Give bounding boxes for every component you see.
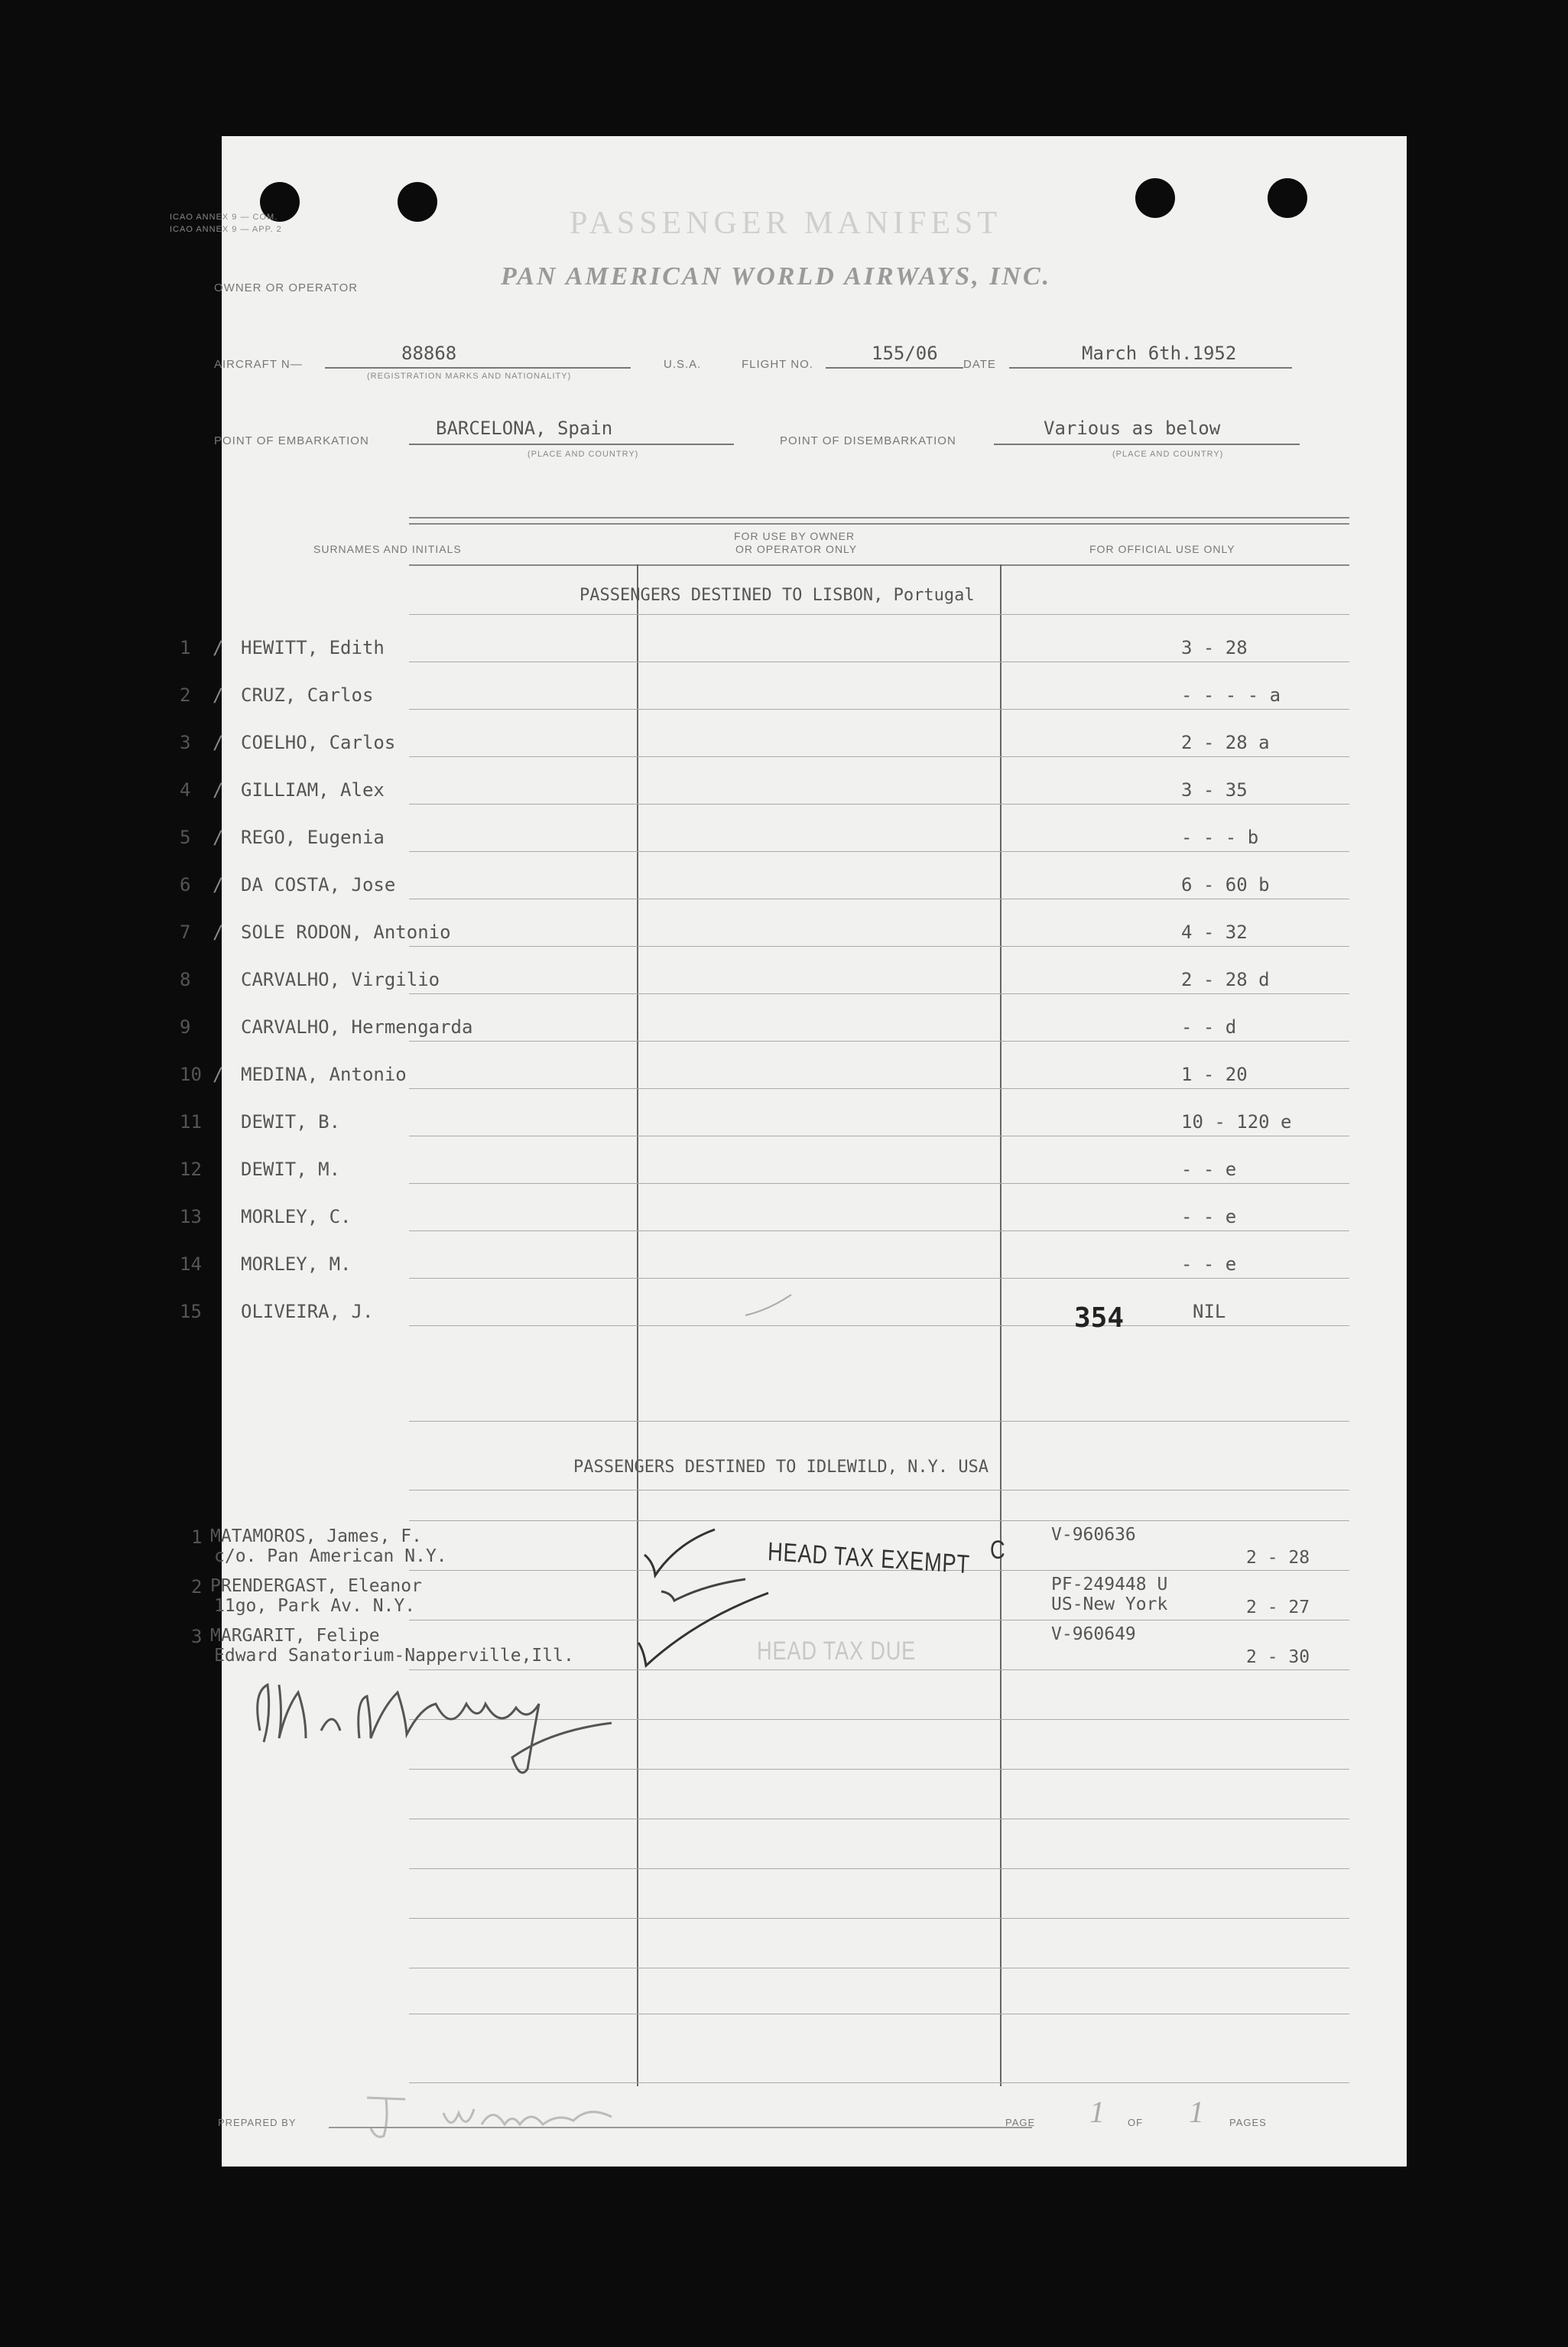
official-entry: 1 - 20 (1181, 1064, 1248, 1085)
row-number: 7 (180, 922, 191, 943)
page-title: PASSENGER MANIFEST (570, 206, 1002, 241)
official-entry: 3 - 28 (1181, 637, 1248, 658)
ruled-line (409, 1520, 1349, 1521)
passenger-name: GILLIAM, Alex (241, 779, 385, 801)
tick-mark: / (213, 684, 224, 706)
preparer-signature-icon (359, 2082, 635, 2151)
ruled-line (409, 1041, 1349, 1042)
embark-label: POINT OF EMBARKATION (214, 434, 369, 447)
ruled-line (409, 1918, 1349, 1919)
row-number: 9 (180, 1016, 191, 1038)
ruled-line (409, 851, 1349, 852)
ruled-line (409, 804, 1349, 805)
passenger-name: DEWIT, B. (241, 1111, 341, 1133)
passenger-name: CRUZ, Carlos (241, 684, 374, 706)
passenger-name: REGO, Eugenia (241, 827, 385, 848)
ruled-line (409, 1325, 1349, 1326)
ruled-line (409, 709, 1349, 710)
owner-name: PAN AMERICAN WORLD AIRWAYS, INC. (501, 262, 1052, 291)
passenger-name: MATAMOROS, James, F. (210, 1526, 422, 1546)
row-number: 3 (191, 1626, 203, 1647)
ruled-line (409, 1278, 1349, 1279)
row-number: 10 (180, 1064, 202, 1085)
official-entry: - - d (1181, 1016, 1237, 1038)
date-value: March 6th.1952 (1082, 343, 1237, 364)
ruled-line (409, 1421, 1349, 1422)
passenger-name: PRENDERGAST, Eleanor (210, 1576, 422, 1596)
usa-label: U.S.A. (664, 358, 702, 371)
row-number: 1 (191, 1526, 203, 1548)
aircraft-label: AIRCRAFT N— (214, 358, 303, 371)
passenger-address: Edward Sanatorium-Napperville,Ill. (214, 1646, 574, 1666)
passenger-address: c/o. Pan American N.Y. (214, 1546, 447, 1566)
ruled-line (409, 1183, 1349, 1184)
document-number: V-960636 (1051, 1525, 1136, 1545)
col-surnames: SURNAMES AND INITIALS (313, 543, 462, 555)
passenger-name: CARVALHO, Virgilio (241, 969, 440, 990)
ruled-line (409, 756, 1349, 757)
disembark-label: POINT OF DISEMBARKATION (780, 434, 956, 447)
document-number: PF-249448 U (1051, 1575, 1168, 1594)
official-entry: 4 - 32 (1181, 922, 1248, 943)
ruled-line (409, 614, 1349, 615)
row-number: 13 (180, 1206, 202, 1227)
tick-mark: / (213, 637, 224, 658)
passenger-name: SOLE RODON, Antonio (241, 922, 451, 943)
row-number: 2 (180, 684, 191, 706)
embark-value: BARCELONA, Spain (436, 418, 613, 439)
disembark-sublabel: (PLACE AND COUNTRY) (1112, 450, 1224, 459)
head-tax-due-stamp: HEAD TAX DUE (757, 1637, 917, 1666)
flight-label: FLIGHT NO. (742, 358, 813, 371)
official-entry: - - e (1181, 1253, 1237, 1275)
col-owner-use: FOR USE BY OWNER (734, 530, 855, 542)
check-mark-icon (635, 1589, 772, 1673)
official-entry: 2 - 28 a (1181, 732, 1270, 753)
ruled-line (409, 1088, 1349, 1089)
punch-hole (398, 182, 437, 222)
page-number: 1 (1089, 2095, 1105, 2129)
head-tax-exempt-stamp: HEAD TAX EXEMPT (767, 1537, 971, 1580)
aircraft-number: 88868 (401, 343, 457, 364)
form-code: ICAO ANNEX 9 — APP. 2 (170, 225, 282, 234)
passenger-address: 11go, Park Av. N.Y. (214, 1596, 416, 1616)
passenger-name: MARGARIT, Felipe (210, 1626, 380, 1646)
tick-mark: / (213, 732, 224, 753)
official-entry: 2 - 27 (1246, 1598, 1310, 1617)
section-heading-idlewild: PASSENGERS DESTINED TO IDLEWILD, N.Y. USA (573, 1458, 989, 1477)
row-number: 8 (180, 969, 191, 990)
embark-sublabel: (PLACE AND COUNTRY) (528, 450, 639, 459)
row-number: 2 (191, 1576, 203, 1598)
stamp-mark: C (990, 1536, 1006, 1565)
row-number: 1 (180, 637, 191, 658)
row-number: 4 (180, 779, 191, 801)
passenger-name: MORLEY, C. (241, 1206, 352, 1227)
official-entry: - - - b (1181, 827, 1259, 848)
punch-hole (1268, 178, 1307, 218)
col-official: FOR OFFICIAL USE ONLY (1089, 543, 1235, 555)
tick-mark: / (213, 1064, 224, 1085)
prepared-by-label: PREPARED BY (218, 2117, 297, 2128)
tick-mark: / (213, 779, 224, 801)
row-number: 12 (180, 1159, 202, 1180)
official-entry: 2 - 28 (1246, 1548, 1310, 1568)
date-label: DATE (963, 358, 996, 371)
disembark-value: Various as below (1044, 418, 1221, 439)
passenger-name: DA COSTA, Jose (241, 874, 396, 896)
passenger-name: MORLEY, M. (241, 1253, 352, 1275)
flight-number: 155/06 (872, 343, 938, 364)
tick-mark: / (213, 827, 224, 848)
row-number: 14 (180, 1253, 202, 1275)
punch-hole (1135, 178, 1175, 218)
page-total: 1 (1189, 2095, 1204, 2129)
form-code: ICAO ANNEX 9 — COM. (170, 213, 278, 222)
official-entry: 2 - 28 d (1181, 969, 1270, 990)
passenger-name: CARVALHO, Hermengarda (241, 1016, 473, 1038)
official-entry: NIL (1193, 1301, 1226, 1322)
document-place: US-New York (1051, 1594, 1168, 1614)
official-entry: 10 - 120 e (1181, 1111, 1292, 1133)
document-number: V-960649 (1051, 1624, 1136, 1644)
tick-mark: / (213, 874, 224, 896)
official-entry: 2 - 30 (1246, 1647, 1310, 1667)
signature-icon (206, 1662, 635, 1784)
col-owner-use-2: OR OPERATOR ONLY (735, 543, 858, 555)
passenger-name: MEDINA, Antonio (241, 1064, 407, 1085)
row-number: 6 (180, 874, 191, 896)
passenger-name: HEWITT, Edith (241, 637, 385, 658)
check-mark-icon (638, 1528, 722, 1581)
official-total: 354 (1074, 1302, 1125, 1334)
ruled-line (409, 1868, 1349, 1869)
official-entry: - - e (1181, 1159, 1237, 1180)
row-number: 3 (180, 732, 191, 753)
ruled-line (409, 993, 1349, 994)
passenger-name: DEWIT, M. (241, 1159, 341, 1180)
ruled-line (409, 946, 1349, 947)
row-number: 5 (180, 827, 191, 848)
owner-label: OWNER OR OPERATOR (214, 281, 359, 294)
official-entry: 3 - 35 (1181, 779, 1248, 801)
official-entry: - - - - a (1181, 684, 1281, 706)
page-label: PAGE (1005, 2117, 1036, 2128)
manifest-sheet (170, 136, 1407, 2167)
section-heading-lisbon: PASSENGERS DESTINED TO LISBON, Portugal (579, 586, 975, 605)
tick-mark: / (213, 922, 224, 943)
of-label: OF (1128, 2117, 1144, 2128)
row-number: 15 (180, 1301, 202, 1322)
row-number: 11 (180, 1111, 202, 1133)
aircraft-sublabel: (REGISTRATION MARKS AND NATIONALITY) (367, 372, 572, 381)
passenger-name: COELHO, Carlos (241, 732, 396, 753)
official-entry: - - e (1181, 1206, 1237, 1227)
pages-label: PAGES (1229, 2117, 1267, 2128)
official-entry: 6 - 60 b (1181, 874, 1270, 896)
pen-stroke-icon (742, 1291, 795, 1321)
ruled-line (409, 1230, 1349, 1231)
passenger-name: OLIVEIRA, J. (241, 1301, 374, 1322)
